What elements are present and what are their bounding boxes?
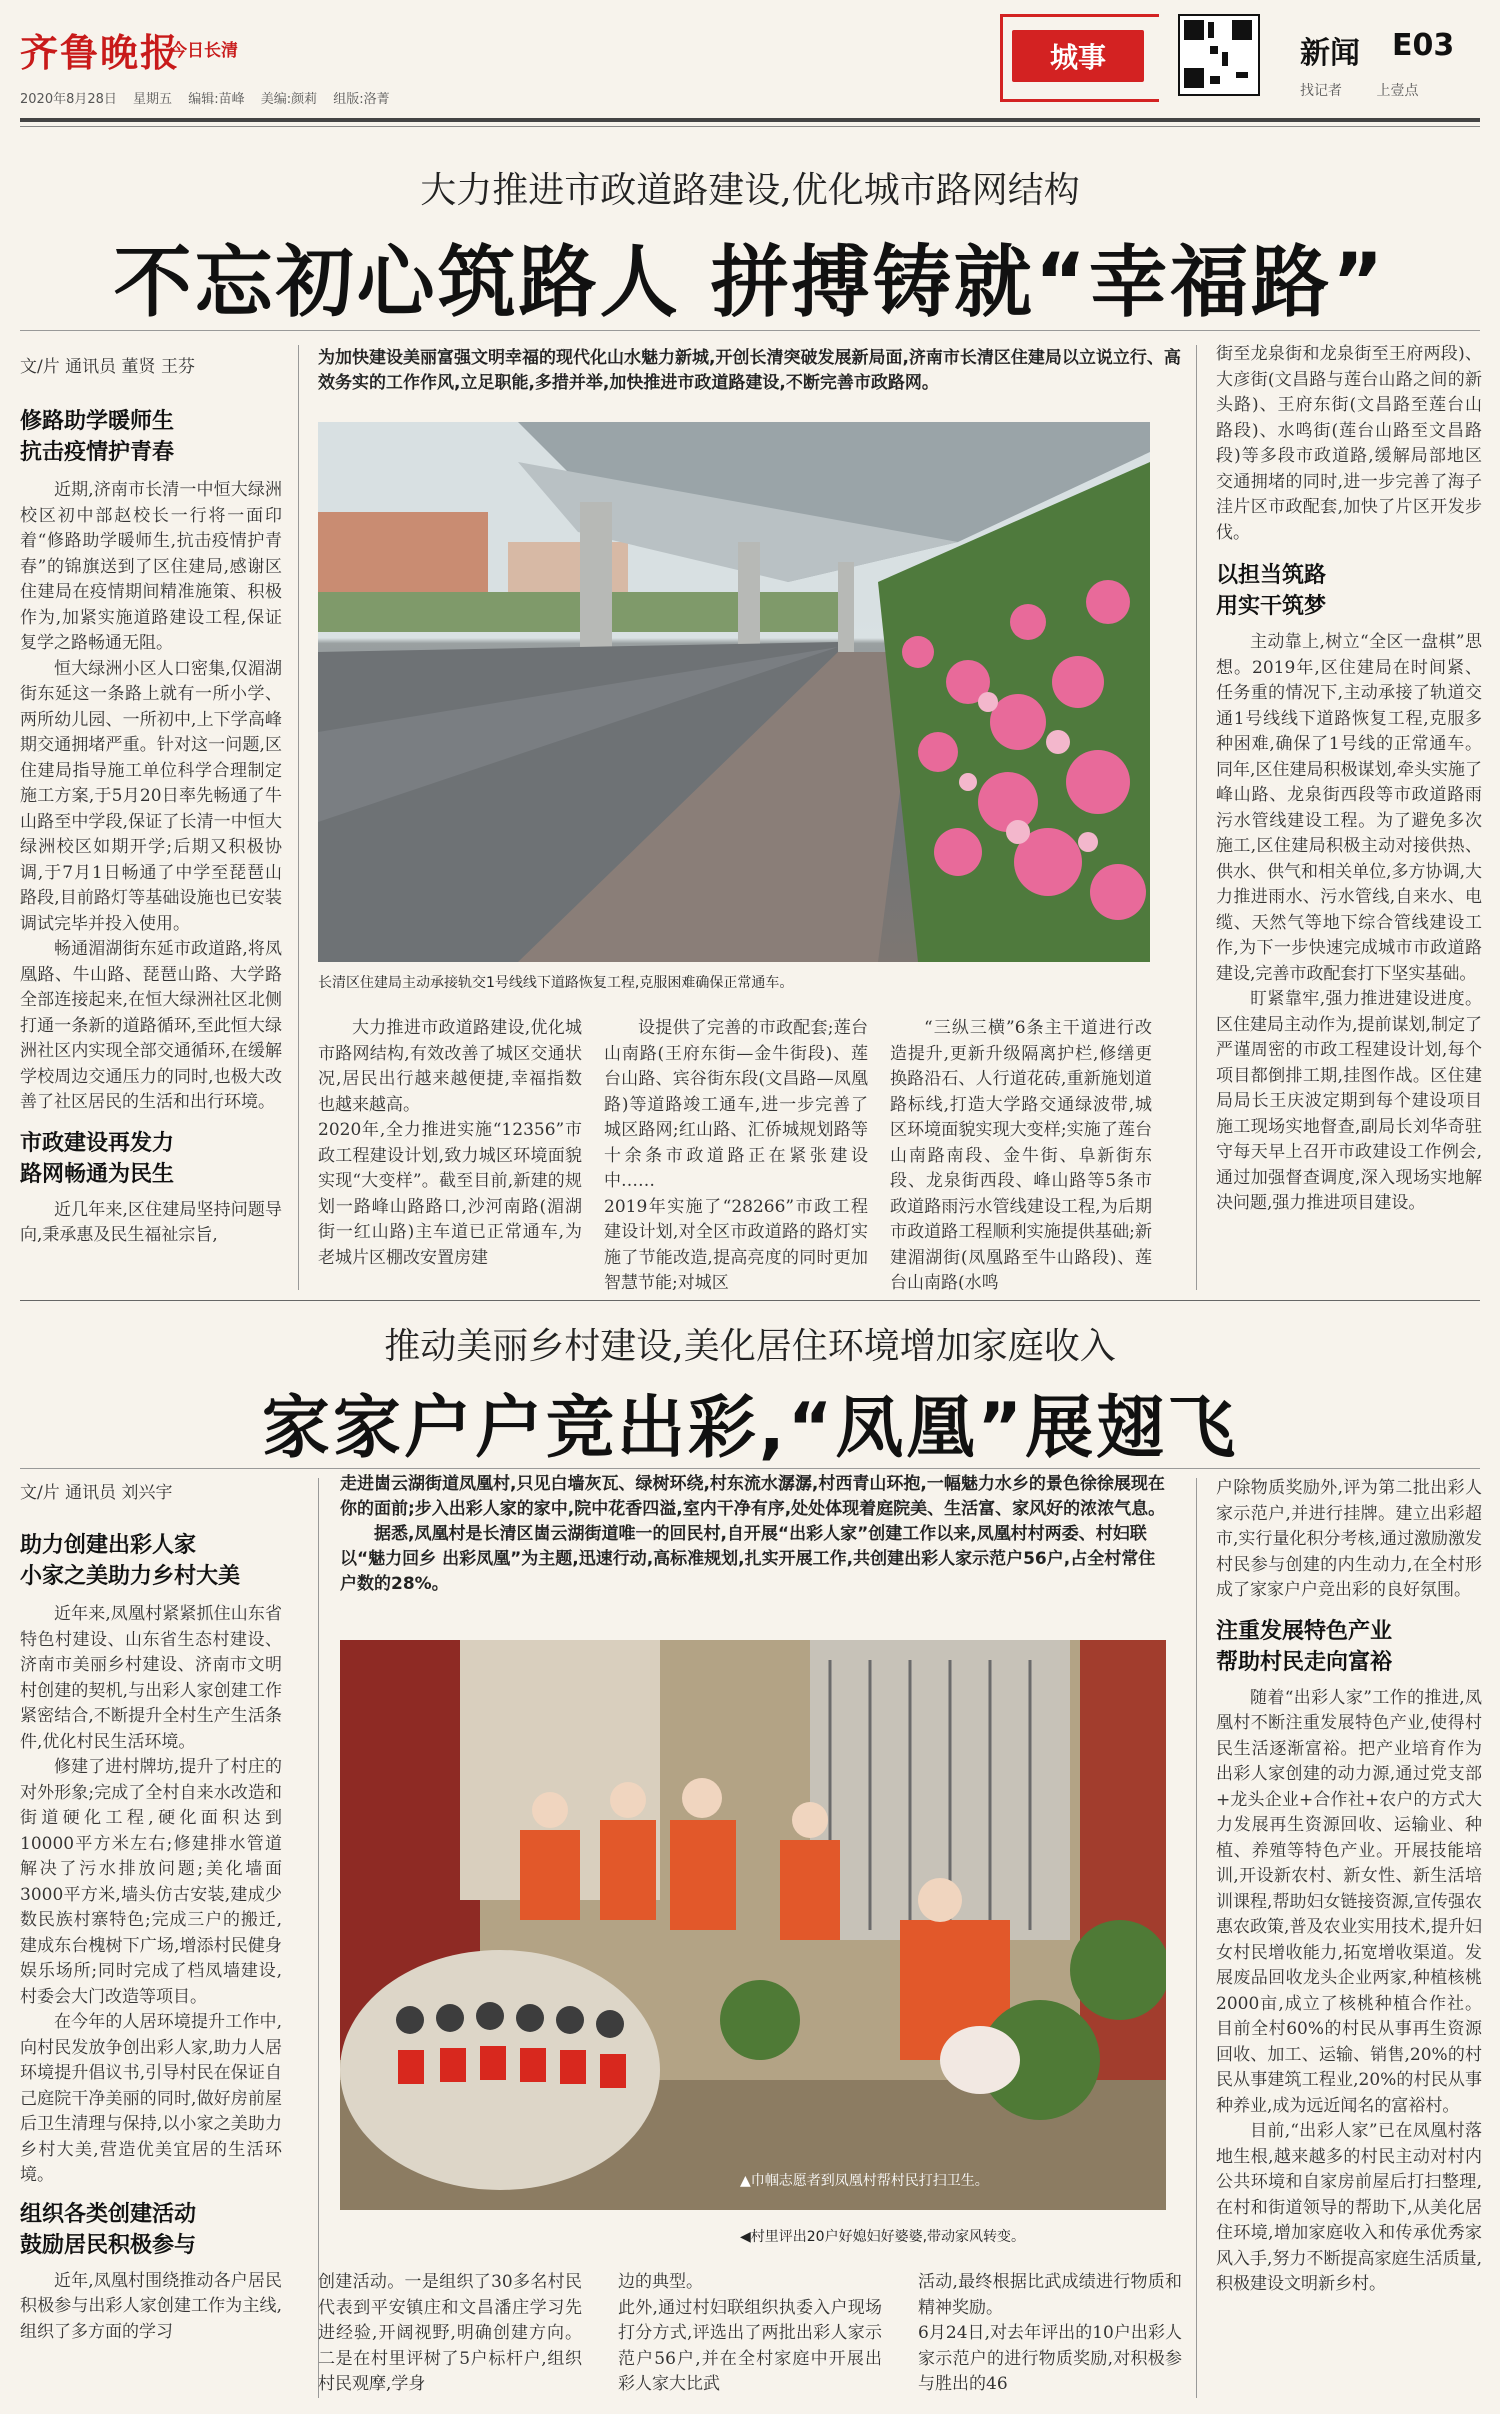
article2-col3: 边的典型。 此外,通过村妇联组织执委入户现场打分方式,评选出了两批出彩人家示范户56户,并在全村家庭中开展出彩人家大比武 [618,2272,882,2394]
masthead-rule [20,118,1480,122]
article1-col1-p4: 近几年来,区住建局坚持问题导向,秉承惠及民生福祉宗旨, [20,1199,282,1245]
article1-col5 [1216,342,1482,1290]
article2-col1 [20,1526,282,2406]
meta-date: 2020年8月28日 [20,92,117,107]
article1-col1 [20,400,282,1290]
article1-col4: “三纵三横”6条主干道进行改造提升,更新升级隔离护栏,修缮更换路沿石、人行道花砖,重新施划道路标线,打造大学路交通绿波带,城区环境面貌实现大变样;实施了莲台山南路南段、金牛街、阜新街东段、龙泉街西段、峰山路等5条市政道路雨污水管线建设工程,为后期市政道路工程顺利实施提供基础;新建湄湖街(凤凰路至牛山路段)、莲台山南路(水鸣 [890,1018,1152,1290]
village-photo-graphic [340,1640,1166,2210]
road-photo-caption: 长清区住建局主动承接轨交1号线线下道路恢复工程,克服困难确保正常通车。 [318,975,794,991]
page-label: 新闻 [1300,36,1360,71]
article2-rule [20,1468,1480,1469]
meta-designer: 美编:颜莉 [260,92,318,107]
meta-weekday: 星期五 [133,92,173,107]
village-photo [340,1640,1166,2210]
article2-col5-p1: 户除物质奖励外,评为第二批出彩人家示范户,并进行挂牌。建立出彩超市,实行量化积分考核,通过激励激发村民参与创建的内生动力,在全村形成了家家户户竞出彩的良好氛围。 [1216,1478,1482,1600]
masthead-rule-thin [20,126,1480,127]
page-number: E03 [1392,28,1455,63]
article2-subhead2: 组织各类创建活动 鼓励居民积极参与 [20,2201,197,2258]
article1-col5-p2: 主动靠上,树立“全区一盘棋”思想。2019年,区住建局在时间紧、任务重的情况下,主动承接了轨道交通1号线线下道路恢复工程,克服多种困难,确保了1号线的正常通车。同年,区住建局积极谋划,牵头实施了峰山路、龙泉街西段等市政道路雨污水管线建设工程。为了避免多次施工,区住建局积极主动对接供热、供水、供气和相关单位,多方协调,大力推进雨水、污水管线,自来水、电缆、天然气等地下综合管线建设工作,为下一步快速完成城市市政道路建设,完善市政配套打下坚实基础。 [1216,632,1482,984]
reporter-tag [1300,80,1418,100]
article1-subhead1: 修路助学暖师生 抗击疫情护青春 [20,409,175,465]
article2-lead2: 据悉,凤凰村是长清区崮云湖街道唯一的回民村,自开展“出彩人家”创建工作以来,凤凰村村两委、村妇联以“魅力回乡 出彩凤凰”为主题,迅速行动,高标准规划,扎实开展工作,共创建出彩人家示范户56户,占全村常住户数的28%。 [340,1524,1156,1594]
article2-leads [340,1472,1166,1597]
article2-col2: 创建活动。一是组织了30多名村民代表到平安镇庄和文昌潘庄学习先进经验,开阔视野,明确创建方向。二是在村里评树了5户标杆户,组织村民观摩,学身 [318,2272,582,2394]
road-photo [318,422,1150,962]
article2-col5-p2: 随着“出彩人家”工作的推进,凤凰村不断注重发展特色产业,使得村民生活逐渐富裕。把产业培育作为出彩人家创建的动力源,通过党支部+龙头企业+合作社+农户的方式大力发展再生资源回收、运输业、种植、养殖等特色产业。开展技能培训,开设新农村、新女性、新生活培训课程,帮助妇女链接资源,宣传强农惠农政策,普及农业实用技术,提升妇女村民增收能力,拓宽增收渠道。发展废品回收龙头企业两家,种植核桃2000亩,成立了核桃种植合作社。目前全村60%的村民从事再生资源回收、加工、运输、销售,20%的村民从事建筑工程业,20%的村民从事种养业,成为远近闻名的富裕村。 [1216,1687,1482,2116]
reporter-left: 找记者 [1300,83,1342,99]
meta-editor: 编辑:苗峰 [188,92,245,107]
article2-headline: 家家户户竞出彩,“凤凰”展翅飞 [261,1389,1239,1468]
article1-col5-subhead: 以担当筑路 用实干筑梦 [1216,563,1327,619]
article2-subhead1: 助力创建出彩人家 小家之美助力乡村大美 [20,1533,241,1589]
article2-col1-p2: 修建了进村牌坊,提升了村庄的对外形象;完成了全村自来水改造和街道硬化工程,硬化面积达到10000平方米左右;修建排水管道解决了污水排放问题;美化墙面3000平方米,墙头仿古安装,建成少数民族村寨特色;完成三户的搬迁,建成东台槐树下广场,增添村民健身娱乐场所;同时完成了档凤墙建设,村委会大门改造等项目。 [20,1757,282,2007]
article1-kicker: 大力推进市政道路建设,优化城市路网结构 [420,170,1080,211]
road-photo-graphic [318,422,1150,962]
column-divider [298,345,299,1290]
article-separator [20,1300,1480,1301]
article1-col2: 大力推进市政道路建设,优化城市路网结构,有效改善了城区交通状况,居民出行越来越便捷,幸福指数也越来越高。 2020年,全力推进实施“12356”市政工程建设计划,致力城区环境面貌实现“大变样”。截至目前,新建的规划一路峰山路路口,沙河南路(湄湖街一红山路)主车道已正常通车,为老城片区棚改安置房建 [318,1018,582,1268]
article2-col5-subhead: 注重发展特色产业 帮助村民走向富裕 [1216,1618,1393,1675]
article1-lead: 为加快建设美丽富强文明幸福的现代化山水魅力新城,开创长清突破发展新局面,济南市长清区住建局以立说立行、高效务实的工作作风,立足职能,多措并举,加快推进市政道路建设,不断完善市政路网。 [318,348,1181,393]
article2-kicker: 推动美丽乡村建设,美化居住环境增加家庭收入 [384,1326,1116,1367]
village-photo-caption2: ◀村里评出20户好媳妇好婆婆,带动家风转变。 [740,2229,1026,2245]
article2-byline: 文/片 通讯员 刘兴宇 [20,1483,173,1503]
issue-meta [20,88,390,107]
reporter-right: 上壹点 [1376,83,1419,99]
article1-col1-p1: 近期,济南市长清一中恒大绿洲校区初中部赵校长一行将一面印着“修路助学暖师生,抗击疫情护青春”的锦旗送到了区住建局,感谢区住建局在疫情期间精准施策、积极作为,加紧实施道路建设工程,保证复学之路畅通无阻。 [20,480,282,653]
article2-col5 [1216,1476,1482,2406]
paper-logo: 齐鲁晚报 [20,30,181,75]
article1-headline: 不忘初心筑路人 拼搏铸就“幸福路” [113,238,1387,328]
article1-col5-p1: 街至龙泉街和龙泉街至王府两段)、大彦街(文昌路与莲台山路之间的新头路)、王府东街(文昌路至莲台山路段)、水鸣街(莲台山路至文昌路段)等多段市政道路,缓解局部地区交通拥堵的同时,进一步完善了海子洼片区市政配套,加快了片区开发步伐。 [1216,344,1482,543]
qr-code-icon [1178,14,1260,96]
article1-col1-p2: 恒大绿洲小区人口密集,仅湄湖街东延这一条路上就有一所小学、两所幼儿园、一所初中,上下学高峰期交通拥堵严重。针对这一问题,区住建局指导施工单位科学合理制定施工方案,于5月20日率先畅通了牛山路至中学段,保证了长清一中恒大绿洲校区如期开学;后期又积极协调,于7月1日畅通了中学至琵琶山路段,目前路灯等基础设施也已安装调试完毕并投入使用。 [20,658,282,934]
article1-byline: 文/片 通讯员 董贤 王芬 [20,357,195,377]
article2-col1-p1: 近年来,凤凰村紧紧抓住山东省特色村建设、山东省生态村建设、济南市美丽乡村建设、济南市文明村创建的契机,与出彩人家创建工作紧密结合,不断提升全村生产生活条件,优化村民生活环境。 [20,1604,282,1752]
article1-col5-p3: 盯紧靠牢,强力推进建设进度。区住建局主动作为,提前谋划,制定了严谨周密的市政工程建设计划,每个项目都倒排工期,挂图作战。区住建局局长王庆波定期到每个建设项目施工现场实地督查,副局长刘华奇驻守每天早上召开市政建设工作例会,通过加强督查调度,深入现场实地解决问题,强力推进项目建设。 [1216,989,1482,1213]
section-badge: 城事 [1012,30,1144,82]
article2-lead: 走进崮云湖街道凤凰村,只见白墙灰瓦、绿树环绕,村东流水潺潺,村西青山环抱,一幅魅力水乡的景色徐徐展现在你的面前;步入出彩人家的家中,院中花香四溢,室内干净有序,处处体现着庭院美、生活富、家风好的浓浓气息。 [340,1474,1166,1519]
article1-rule [20,330,1480,331]
article2-col1-p4: 近年,凤凰村围绕推动各户居民积极参与出彩人家创建工作为主线,组织了多方面的学习 [20,2270,282,2342]
edition-label: 今日长清 [170,41,238,61]
article1-subhead2: 市政建设再发力 路网畅通为民生 [20,1130,175,1187]
article1-col3: 设提供了完善的市政配套;莲台山南路(王府东街—金牛街段)、莲台山路、宾谷街东段(文昌路—凤凰路)等道路竣工通车,进一步完善了城区路网;红山路、汇侨城规划路等十余条市政道路正在紧张建设中…… 2019年实施了“28266”市政工程建设计划,对全区市政道路的路灯实施了节能改造,提高亮度的同时更加智慧节能;对城区 [604,1018,868,1290]
article2-col4: 活动,最终根据比武成绩进行物质和精神奖励。 6月24日,对去年评出的10户出彩人家示范户的进行物质奖励,对积极参与胜出的46 [918,2272,1182,2394]
village-photo-caption1: ▲巾帼志愿者到凤凰村帮村民打扫卫生。 [740,2173,989,2189]
column-divider [318,1478,319,2398]
article2-col1-p3: 在今年的人居环境提升工作中,向村民发放争创出彩人家,助力人居环境提升倡议书,引导村民在保证自己庭院干净美丽的同时,做好房前屋后卫生清理与保持,以小家之美助力乡村大美,营造优美宜居的生活环境。 [20,2012,282,2185]
column-divider [1196,345,1197,1290]
article1-col1-p3: 畅通湄湖街东延市政道路,将凤凰路、牛山路、琵琶山路、大学路全部连接起来,在恒大绿洲社区北侧打通一条新的道路循环,至此恒大绿洲社区内实现全部交通循环,在缓解学校周边交通压力的同时,也极大改善了社区居民的生活和出行环境。 [20,939,282,1112]
meta-layout: 组版:洛菁 [333,92,390,107]
column-divider [1196,1478,1197,2398]
article2-col5-p3: 目前,“出彩人家”已在凤凰村落地生根,越来越多的村民主动对村内公共环境和自家房前屋后打扫整理,在村和街道领导的帮助下,从美化居住环境,增加家庭收入和传承优秀家风入手,努力不断提高家庭生活质量,积极建设文明新乡村。 [1216,2121,1482,2294]
